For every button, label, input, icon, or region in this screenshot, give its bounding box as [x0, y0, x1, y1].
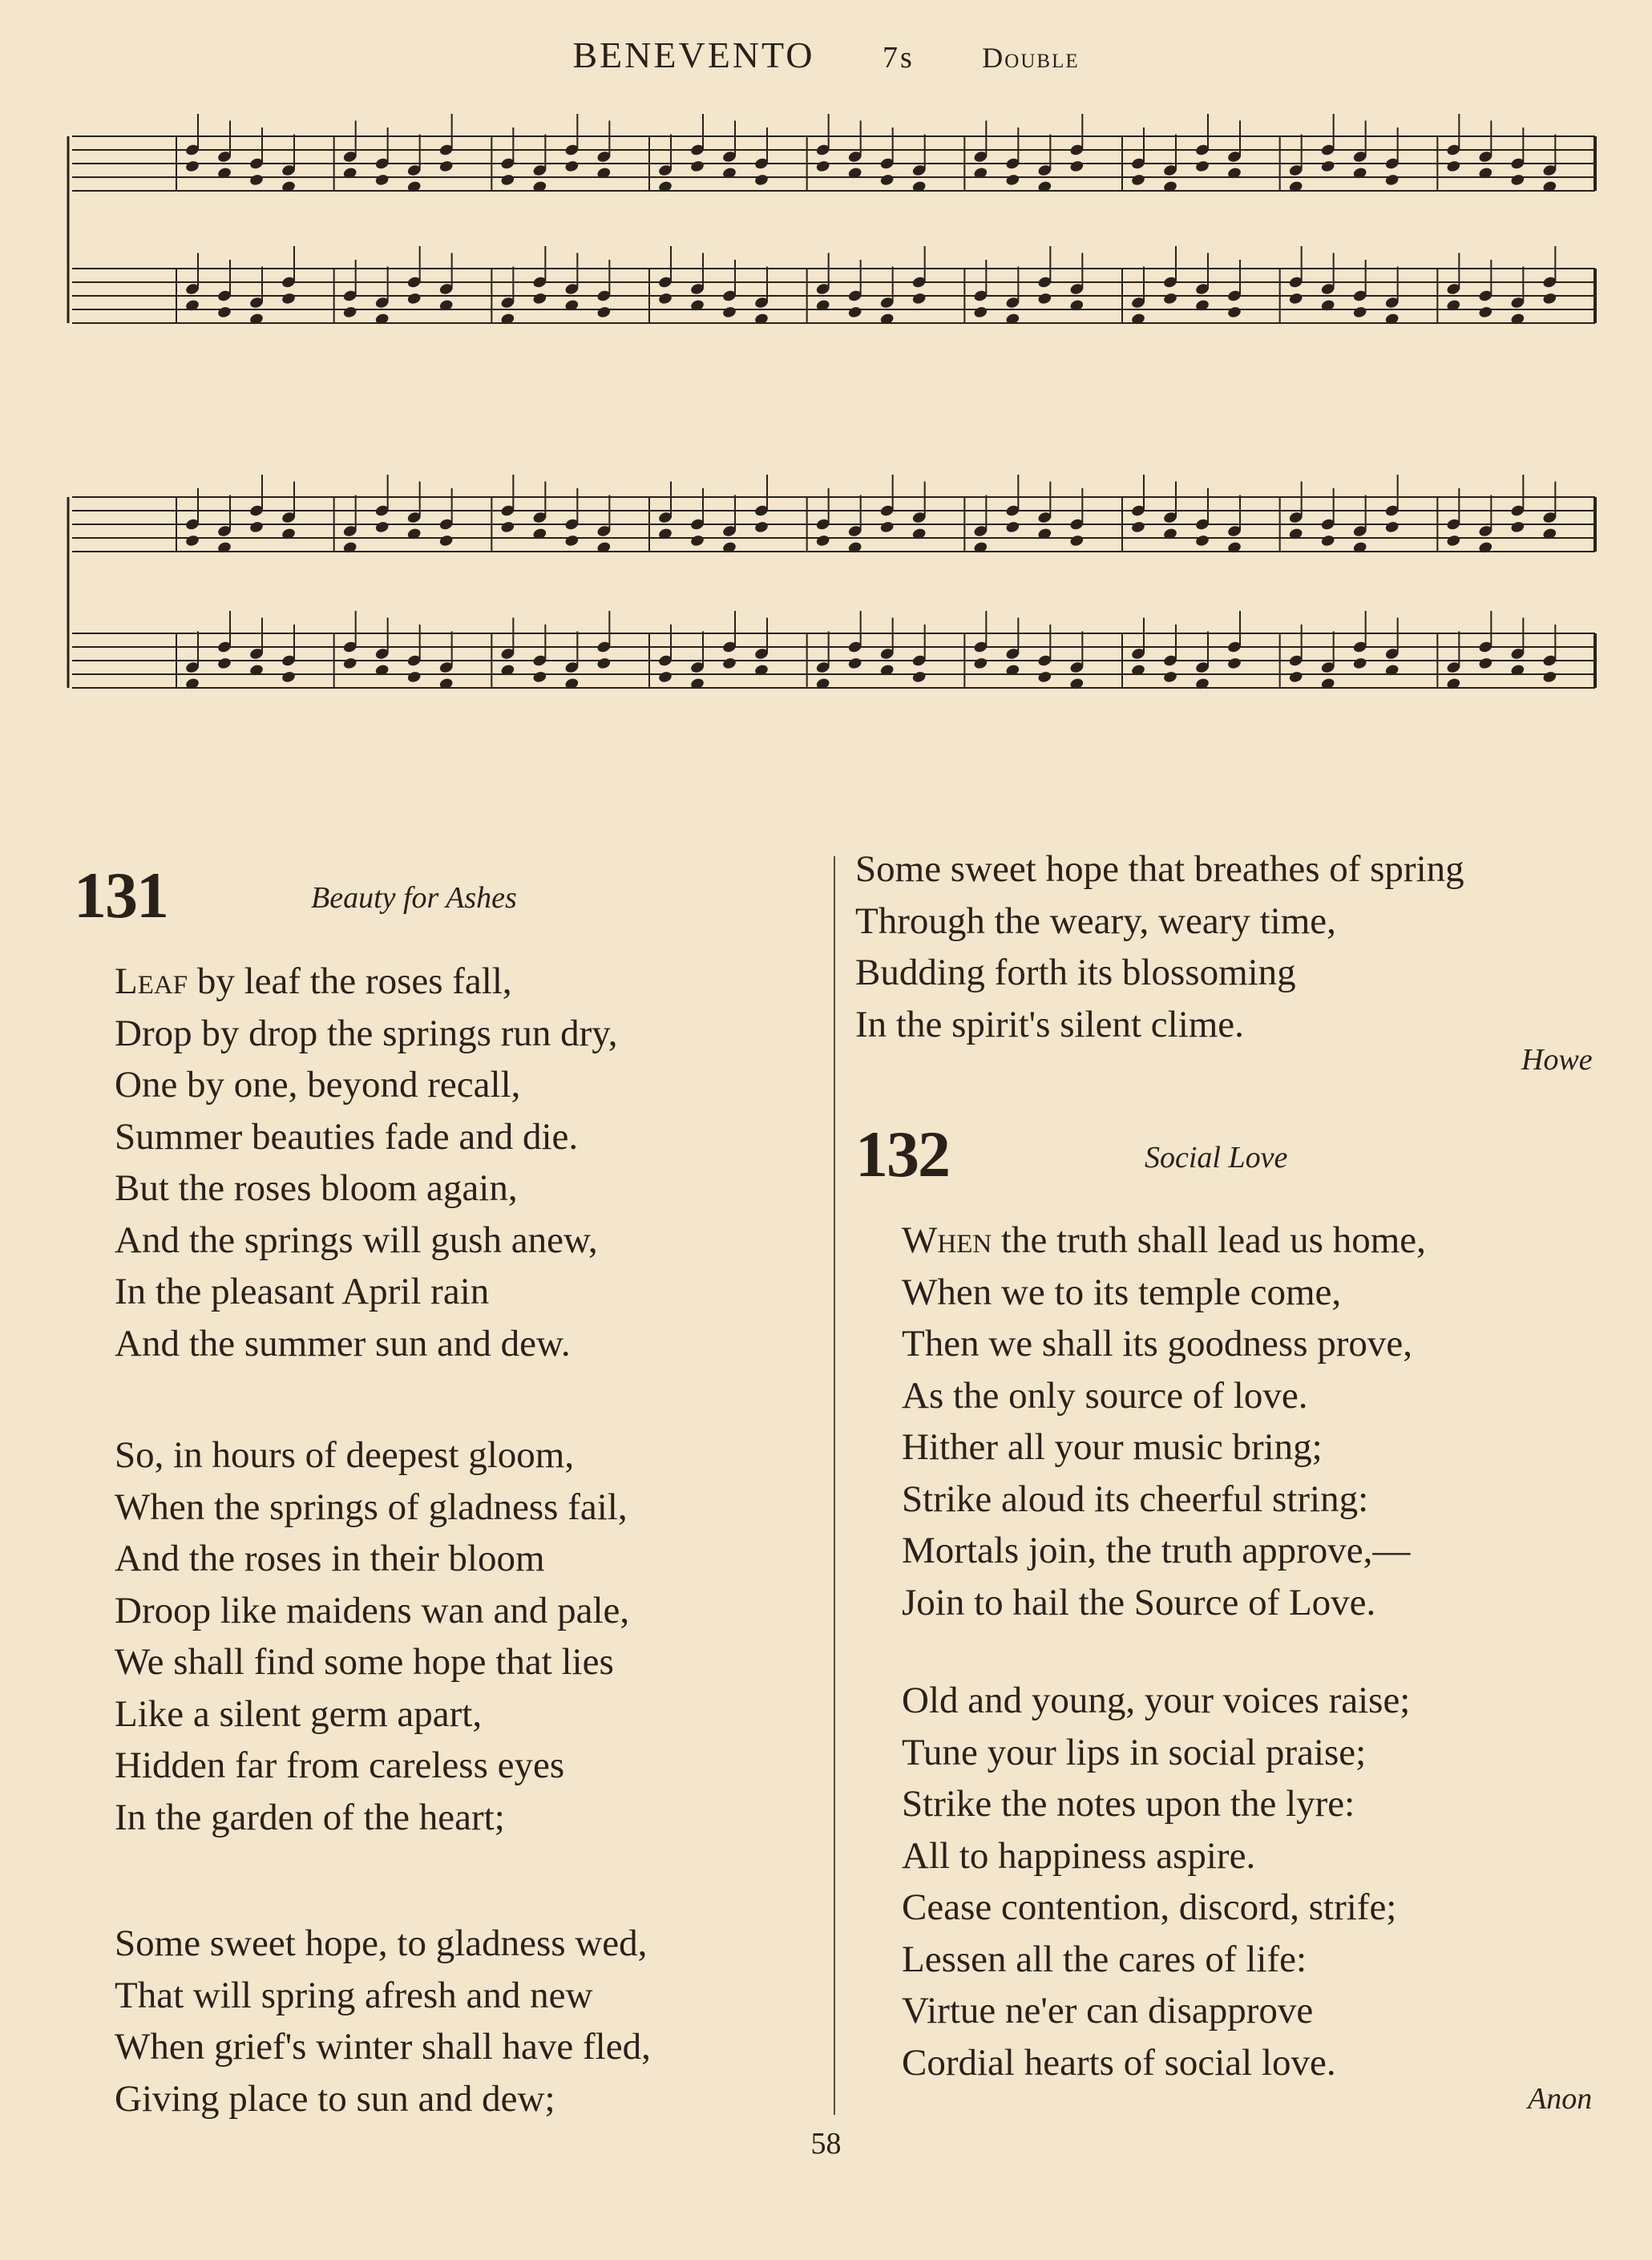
verse-line: Droop like maidens wan and pale,	[115, 1589, 630, 1631]
verse-line: And the roses in their bloom	[115, 1538, 545, 1579]
verse-line: So, in hours of deepest gloom,	[115, 1434, 575, 1476]
verse-line: In the pleasant April rain	[115, 1271, 490, 1312]
verse-line: Old and young, your voices raise;	[902, 1680, 1411, 1721]
verse-line: Budding forth its blossoming	[855, 952, 1296, 993]
verse-line: Strike aloud its cheerful string:	[902, 1478, 1369, 1520]
verse-line: In the spirit's silent clime.	[855, 1003, 1244, 1045]
verse-line: As the only source of love.	[902, 1374, 1308, 1417]
verse-line: But the roses bloom again,	[115, 1167, 518, 1209]
verse-line: Some sweet hope that breathes of spring	[855, 848, 1464, 890]
verse-line: Join to hail the Source of Love.	[902, 1581, 1376, 1623]
tune-header	[0, 34, 1652, 76]
hymn-title: Beauty for Ashes	[311, 881, 517, 915]
tune-name: BENEVENTO	[572, 34, 815, 75]
verse-line: Cordial hearts of social love.	[902, 2041, 1336, 2084]
verse-line: Some sweet hope, to gladness wed,	[115, 1922, 648, 1964]
verse-line: When we to its temple come,	[902, 1271, 1342, 1313]
verse-line: Cease contention, discord, strife;	[902, 1886, 1397, 1928]
hymn-number: 132	[855, 1118, 949, 1191]
initial-word: When	[902, 1219, 992, 1261]
stanza	[115, 1429, 629, 1843]
verse-line: Drop by drop the springs run dry,	[115, 1012, 618, 1054]
verse-line: Through the weary, weary time,	[855, 900, 1336, 942]
verse-line: When grief's winter shall have fled,	[115, 2026, 651, 2068]
initial-word: Leaf	[115, 960, 188, 1002]
stanza	[115, 1918, 651, 2125]
verse-line: That will spring afresh and new	[115, 1974, 593, 2016]
tune-meter: 7s	[883, 41, 915, 75]
verse-line: Summer beauties fade and die.	[115, 1115, 579, 1158]
tune-kind: Double	[982, 42, 1080, 74]
verse-line: When the springs of gladness fail,	[115, 1486, 628, 1528]
verse-line: Lessen all the cares of life:	[902, 1938, 1307, 1980]
stanza	[115, 956, 617, 1369]
hymn-number: 131	[74, 859, 168, 932]
verse-line: Like a silent germ apart,	[115, 1692, 483, 1735]
hymn-author: Howe	[1521, 1043, 1593, 1077]
verse-line: Giving place to sun and dew;	[115, 2077, 555, 2120]
verse-line: Mortals join, the truth approve,—	[902, 1530, 1411, 1571]
page-number: 58	[810, 2127, 842, 2161]
verse-line: Hidden far from careless eyes	[115, 1745, 565, 1786]
verse-line: Then we shall its goodness prove,	[902, 1323, 1413, 1364]
verse-line: Tune your lips in social praise;	[902, 1731, 1367, 1773]
hymn-author: Anon	[1528, 2082, 1593, 2116]
music-score	[64, 88, 1611, 818]
verse-line: One by one, beyond recall,	[115, 1064, 521, 1106]
column-divider	[834, 856, 835, 2115]
hymn-title: Social Love	[1145, 1141, 1288, 1174]
verse-line: And the springs will gush anew,	[115, 1219, 598, 1261]
verse-line: We shall find some hope that lies	[115, 1641, 614, 1683]
stanza	[902, 1215, 1426, 1628]
verse-line: And the summer sun and dew.	[115, 1322, 571, 1364]
verse-line: In the garden of the heart;	[115, 1796, 505, 1838]
stanza	[855, 843, 1464, 1050]
verse-line: Virtue ne'er can disapprove	[902, 1990, 1314, 2032]
verse-line: All to happiness aspire.	[902, 1834, 1256, 1877]
verse-line: Leaf by leaf the roses fall,	[115, 960, 512, 1002]
verse-line: When the truth shall lead us home,	[902, 1219, 1426, 1261]
verse-line: Hither all your music bring;	[902, 1426, 1323, 1468]
stanza	[902, 1675, 1410, 2088]
verse-line: Strike the notes upon the lyre:	[902, 1783, 1355, 1825]
